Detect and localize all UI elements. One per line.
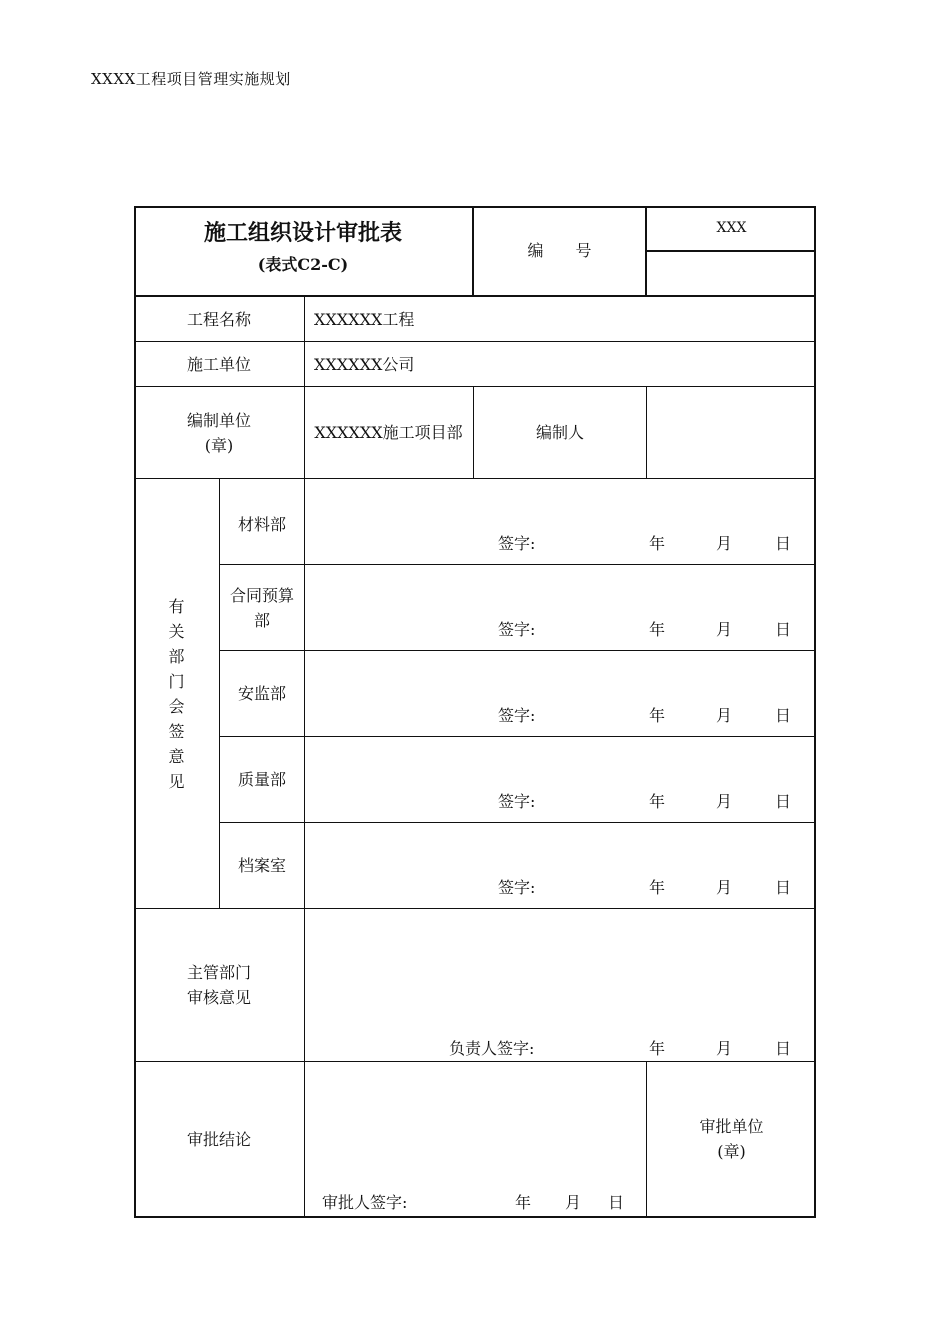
day-label: 日 [775, 534, 792, 553]
form-title: 施工组织设计审批表 [203, 219, 402, 246]
title-block [134, 206, 472, 295]
month-label: 月 [565, 1193, 582, 1212]
dept-section-char: 会 [168, 696, 185, 716]
dept-section-char: 见 [168, 771, 185, 791]
dept-name-line1: 合同预算 [229, 585, 294, 605]
approval-unit-label: 审批单位 [699, 1117, 764, 1136]
month-label: 月 [716, 878, 733, 897]
dept-section-char: 意 [168, 746, 185, 766]
year-label: 年 [649, 534, 666, 553]
day-label: 日 [775, 706, 792, 725]
dept-materials: 材料部 [237, 515, 286, 534]
compiling-unit-value: XXXXXX施工项目部 [314, 423, 463, 442]
responsible-sign-label: 负责人签字: [449, 1039, 535, 1058]
dept-section-label [134, 479, 219, 908]
year-label: 年 [649, 1039, 666, 1058]
col-divider [646, 387, 647, 478]
compiling-unit-stamp: (章) [204, 435, 234, 455]
approval-unit-stamp: (章) [717, 1142, 746, 1161]
sign-label: 签字: [498, 878, 536, 897]
day-label: 日 [775, 792, 792, 811]
project-name-label: 工程名称 [186, 309, 251, 329]
year-label: 年 [515, 1193, 532, 1212]
form-subtitle: (表式C2-C) [257, 254, 349, 274]
number-label: 编 号 [527, 241, 592, 260]
number-value: XXX [716, 219, 747, 236]
year-label: 年 [649, 620, 666, 639]
compiler-label: 编制人 [535, 423, 584, 442]
compiling-unit-label: 编制单位 [186, 410, 251, 430]
main-dept-label-line1: 主管部门 [186, 963, 251, 982]
sign-label: 签字: [498, 534, 536, 553]
sign-label: 签字: [498, 792, 536, 811]
dept-quality: 质量部 [237, 770, 286, 789]
construction-unit-value: XXXXXX公司 [314, 354, 415, 374]
row-divider [220, 736, 816, 737]
dept-section-char: 门 [168, 671, 185, 691]
dept-name-line2: 部 [253, 610, 270, 630]
day-label: 日 [775, 878, 792, 897]
dept-section-char: 关 [168, 621, 185, 641]
dept-section-char: 签 [168, 721, 185, 741]
main-dept-label-line2: 审核意见 [186, 988, 251, 1007]
row-divider [646, 250, 816, 252]
dept-safety: 安监部 [237, 684, 286, 703]
day-label: 日 [775, 1039, 792, 1058]
approval-unit-cell [647, 1062, 816, 1216]
approval-form [134, 206, 816, 1218]
compiling-unit-label-cell [134, 387, 304, 478]
main-dept-label-cell [134, 909, 304, 1061]
month-label: 月 [716, 534, 733, 553]
dept-section-char: 有 [168, 596, 185, 616]
project-name-value: XXXXXX工程 [314, 309, 415, 329]
approval-conclusion-label: 审批结论 [186, 1129, 251, 1149]
dept-section-char: 部 [168, 646, 185, 666]
year-label: 年 [649, 706, 666, 725]
approver-sign-label: 审批人签字: [322, 1193, 408, 1212]
sign-label: 签字: [498, 706, 536, 725]
row-divider [220, 650, 816, 651]
col-divider [304, 1061, 305, 1216]
sign-label: 签字: [498, 620, 536, 639]
day-label: 日 [608, 1193, 625, 1212]
construction-unit-label: 施工单位 [186, 354, 251, 374]
year-label: 年 [649, 792, 666, 811]
month-label: 月 [716, 1039, 733, 1058]
month-label: 月 [716, 620, 733, 639]
month-label: 月 [716, 706, 733, 725]
dept-archive: 档案室 [237, 856, 286, 875]
year-label: 年 [649, 878, 666, 897]
row-divider [220, 564, 816, 565]
dept-contract-budget [220, 565, 304, 650]
row-divider [220, 822, 816, 823]
document-header: XXXX工程项目管理实施规划 [91, 70, 291, 88]
day-label: 日 [775, 620, 792, 639]
month-label: 月 [716, 792, 733, 811]
